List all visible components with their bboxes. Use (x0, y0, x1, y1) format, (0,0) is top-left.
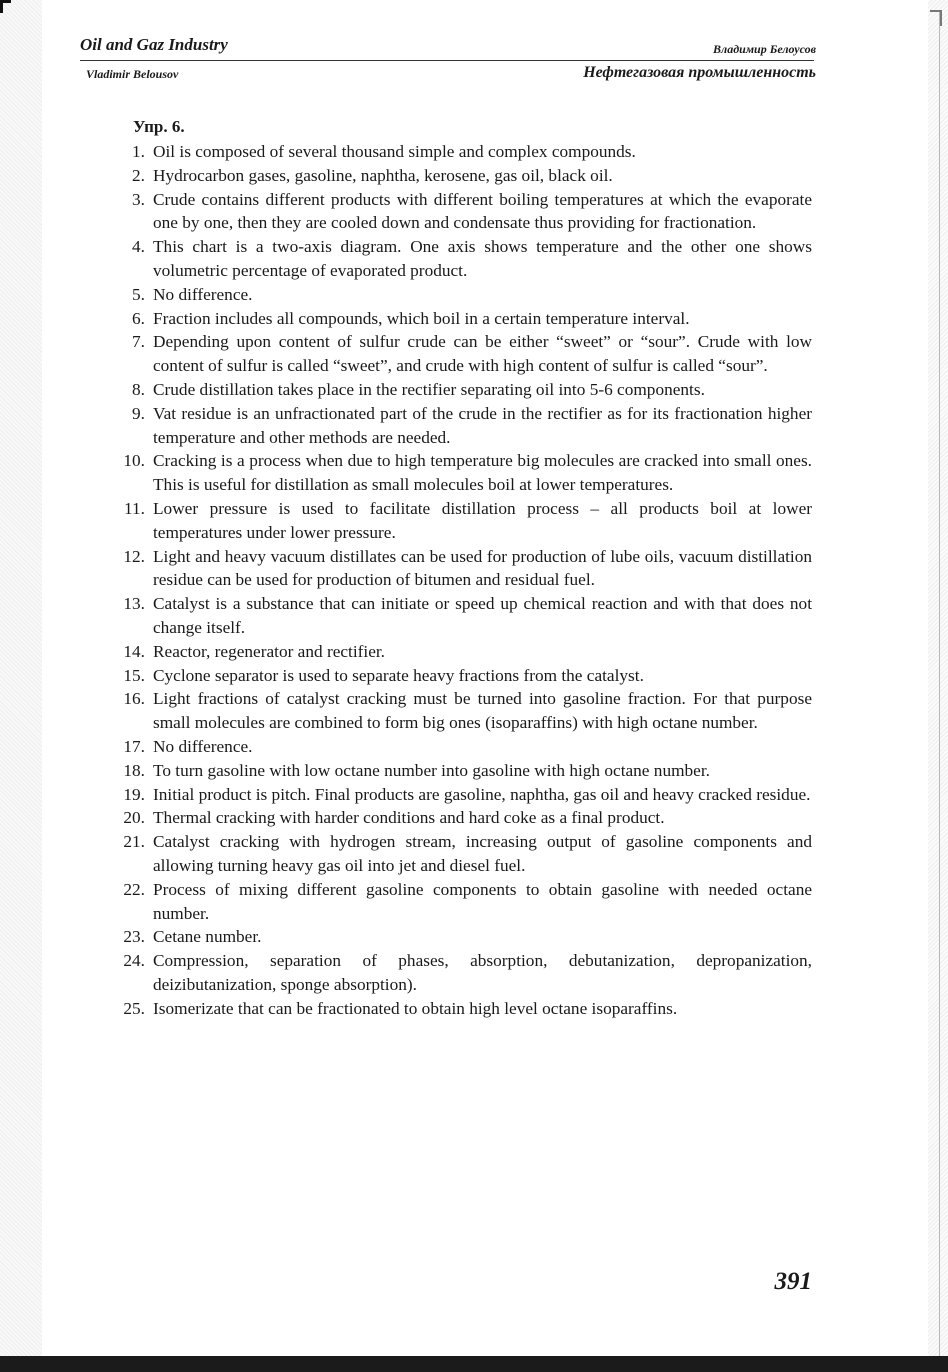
running-header-author-ru: Владимир Белоусов (713, 42, 816, 56)
item-number: 9. (132, 403, 145, 423)
item-number: 6. (132, 308, 145, 328)
item-number: 20. (123, 808, 145, 828)
item-number: 24. (123, 951, 145, 971)
running-header-title-en: Oil and Gaz Industry (80, 35, 228, 54)
item-number: 18. (123, 760, 145, 780)
exercise-heading: Упр. 6. (133, 117, 185, 136)
item-text: Fraction includes all compounds, which boil in a certain temperature interval. (153, 308, 690, 328)
item-number: 7. (132, 332, 145, 352)
list-item (100, 164, 812, 188)
item-number: 21. (123, 832, 145, 852)
running-header-title-ru: Нефтегазовая промышленность (583, 64, 816, 81)
item-text: Catalyst is a substance that can initiate or speed up chemical reaction and with that does not change itself. (153, 594, 812, 637)
list-item (100, 806, 812, 830)
item-text: Cyclone separator is used to separate heavy fractions from the catalyst. (153, 665, 644, 685)
list-item (100, 687, 812, 735)
item-text: Crude distillation takes place in the rectifier separating oil into 5-6 components. (153, 379, 705, 399)
answer-list (100, 140, 812, 1020)
list-item (100, 664, 812, 688)
item-number: 13. (123, 594, 145, 614)
list-item (100, 640, 812, 664)
list-item (100, 735, 812, 759)
item-text: Isomerizate that can be fractionated to obtain high level octane isoparaffins. (153, 998, 678, 1018)
item-text: Cracking is a process when due to high temperature big molecules are cracked into small ones. This is useful for distillation as small molecules boil at lower temperatures. (153, 451, 812, 495)
header-rule (80, 60, 814, 61)
list-item (100, 330, 812, 378)
item-number: 22. (123, 879, 145, 899)
item-text: Catalyst cracking with hydrogen stream, increasing output of gasoline components and allowing turning heavy gas oil into jet and diesel fuel. (153, 832, 812, 875)
item-text: No difference. (153, 736, 253, 756)
item-text: Depending upon content of sulfur crude can be either “sweet” or “sour”. Crude with low content of sulfur is called “sweet”, and crude with high content of sulfur is called “sour”. (153, 332, 812, 376)
running-header-author-en: Vladimir Belousov (86, 67, 179, 81)
list-item (100, 378, 812, 402)
item-text: Vat residue is an unfractionated part of the crude in the rectifier as for its fractionation higher temperature and other methods are needed. (153, 403, 812, 447)
item-number: 2. (132, 165, 145, 185)
scan-corner-mark (0, 0, 11, 13)
item-number: 5. (132, 284, 145, 304)
item-number: 17. (123, 736, 145, 756)
scan-corner-mark-right (930, 10, 942, 26)
item-number: 15. (123, 665, 145, 685)
list-item (100, 830, 812, 878)
item-number: 16. (123, 689, 145, 709)
item-text: Thermal cracking with harder conditions and hard coke as a final product. (153, 808, 665, 828)
scan-bottom-edge (0, 1356, 948, 1372)
item-number: 25. (123, 998, 145, 1018)
item-number: 14. (123, 641, 145, 661)
item-number: 1. (132, 142, 145, 161)
list-item (100, 497, 812, 545)
list-item (100, 449, 812, 497)
page-number: 391 (774, 1268, 812, 1295)
item-text: This chart is a two-axis diagram. One axis shows temperature and the other one shows volumetric percentage of evaporated product. (153, 237, 812, 280)
item-text: Reactor, regenerator and rectifier. (153, 641, 385, 661)
item-number: 23. (123, 927, 145, 947)
item-number: 19. (123, 784, 145, 804)
item-number: 12. (123, 546, 145, 566)
list-item (100, 878, 812, 926)
list-item (100, 925, 812, 949)
item-text: Lower pressure is used to facilitate distillation process – all products boil at lower temperatures under lower pressure. (153, 498, 812, 542)
list-item (100, 402, 812, 450)
list-item (100, 235, 812, 283)
item-number: 4. (132, 237, 145, 257)
list-item (100, 783, 812, 807)
list-item (100, 759, 812, 783)
list-item (100, 188, 812, 236)
item-number: 3. (132, 189, 145, 209)
list-item (100, 949, 812, 997)
item-text: Light and heavy vacuum distillates can be used for production of lube oils, vacuum distillation residue can be used for production of bitumen and residual fuel. (153, 546, 812, 590)
item-text: No difference. (153, 284, 253, 304)
scan-page-edge-line (939, 10, 940, 1360)
list-item (100, 592, 812, 640)
list-item (100, 140, 812, 164)
item-text: Oil is composed of several thousand simple and complex compounds. (153, 142, 636, 161)
item-text: Cetane number. (153, 927, 262, 947)
scan-shadow-left (0, 0, 42, 1372)
item-number: 8. (132, 379, 145, 399)
item-text: To turn gasoline with low octane number into gasoline with high octane number. (153, 760, 710, 780)
item-text: Light fractions of catalyst cracking must be turned into gasoline fraction. For that purpose small molecules are combined to form big ones (isoparaffins) with high octane number. (153, 689, 812, 733)
item-number: 11. (124, 498, 145, 518)
list-item (100, 283, 812, 307)
item-text: Hydrocarbon gases, gasoline, naphtha, kerosene, gas oil, black oil. (153, 165, 613, 185)
list-item (100, 545, 812, 593)
item-text: Process of mixing different gasoline components to obtain gasoline with needed octane number. (153, 879, 812, 923)
list-item (100, 307, 812, 331)
scan-shadow-right (928, 0, 948, 1372)
item-number: 10. (123, 451, 145, 471)
item-text: Compression, separation of phases, absorption, debutanization, depropanization, deizibutanization, sponge absorption). (153, 951, 812, 994)
list-item (100, 997, 812, 1021)
item-text: Initial product is pitch. Final products are gasoline, naphtha, gas oil and heavy cracked residue. (153, 784, 811, 804)
item-text: Crude contains different products with different boiling temperatures at which the evaporate one by one, then they are cooled down and condensate thus providing for fractionation. (153, 189, 812, 233)
